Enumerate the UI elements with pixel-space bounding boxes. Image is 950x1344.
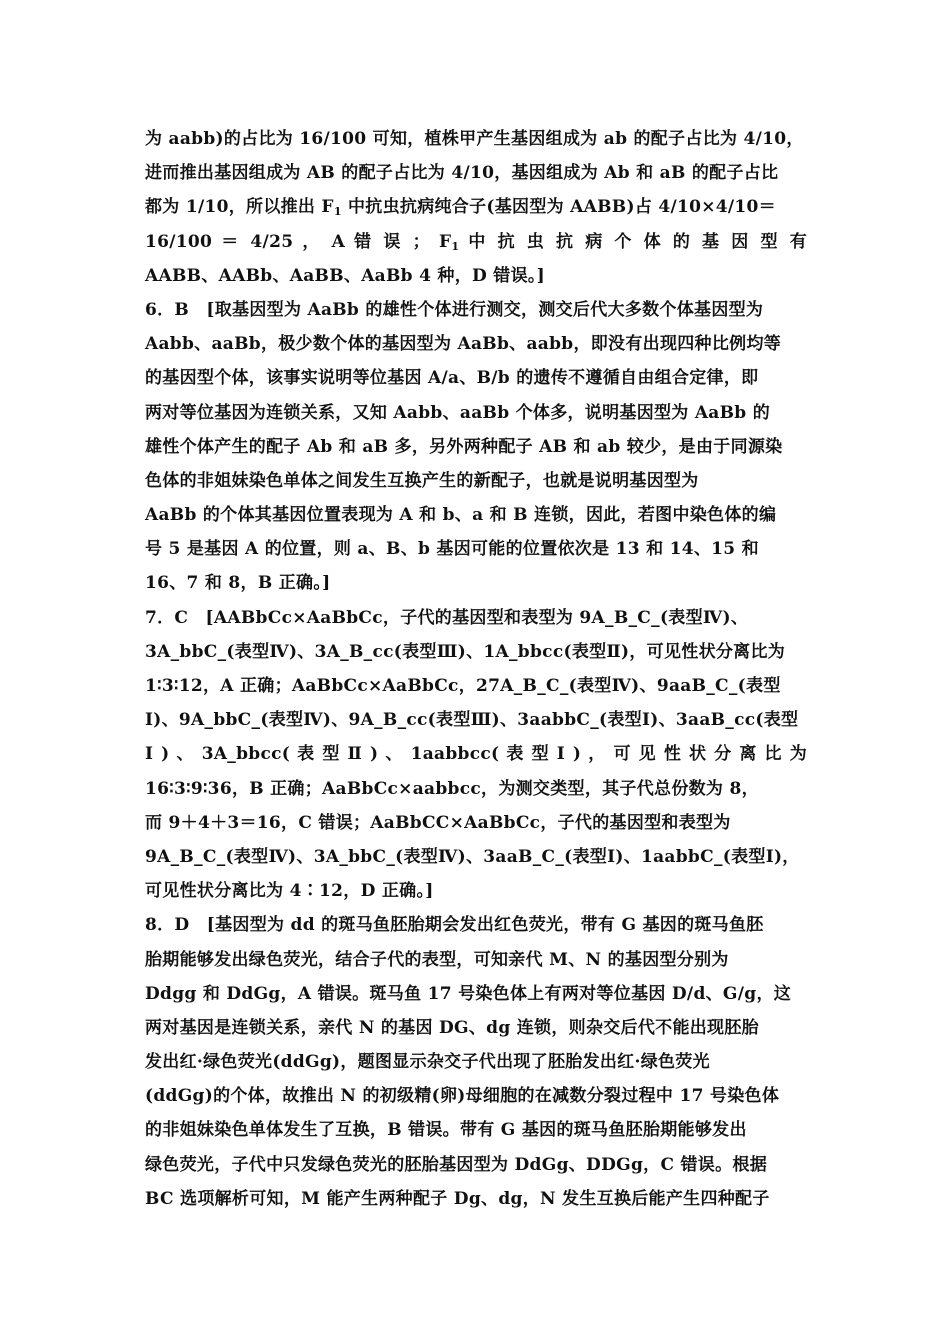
text-line: 为 aabb)的占比为 16/100 可知，植株甲产生基因组成为 ab 的配子占比为 4/10， [145,129,804,149]
text-line: Ⅰ ) 、 3A_bbcc( 表 型 Ⅱ ) 、 1aabbcc( 表 型 Ⅰ ) ， 可 见 性 状 分 离 比 为 [145,744,807,765]
text-line: 雄性个体产生的配子 Ab 和 aB 多，另外两种配子 AB 和 ab 较少，是由于同源染 [145,436,783,457]
text-line: 两对等位基因为连锁关系，又知 Aabb、aaBb 个体多，说明基因型为 AaBb 的 [145,402,770,423]
text-line: 两对基因是连锁关系，亲代 N 的基因 DG、dg 连锁，则杂交后代不能出现胚胎 [145,1017,759,1038]
text-line: BC 选项解析可知，M 能产生两种配子 Dg、dg，N 发生互换后能产生四种配子 [145,1188,770,1209]
text-line [145,190,807,224]
text-line: AaBb 的个体其基因位置表现为 A 和 b、a 和 B 连锁，因此，若图中染色体的编 [145,505,777,526]
text-line: AABB、AABb、AaBB、AaBb 4 种，D 错误。] [145,265,546,286]
subscript: 1 [451,239,460,253]
text-segment: 16/100 ＝ 4/25 ， A 错 误 ； F [145,231,452,252]
text-line [145,225,807,259]
text-line: 而 9＋4＋3＝16，C 错误；AaBbCC×AaBbCc，子代的基因型和表型为 [145,812,731,833]
text-line: 8．D [基因型为 dd 的斑马鱼胚胎期会发出红色荧光，带有 G 基因的斑马鱼胚 [145,915,764,936]
text-line: 16、7 和 8，B 正确。] [145,573,331,594]
text-line: 7．C [AABbCc×AaBbCc，子代的基因型和表型为 9A_B_C_(表型Ⅳ)、 [145,607,749,628]
text-segment: 中 抗 虫 抗 病 个 体 的 基 因 型 有 [459,231,807,252]
subscript: 1 [333,205,342,219]
text-line: 的基因型个体，该事实说明等位基因 A/a、B/b 的遗传不遵循自由组合定律，即 [145,368,759,389]
text-line: Ⅰ)、9A_bbC_(表型Ⅳ)、9A_B_cc(表型Ⅲ)、3aabbC_(表型Ⅰ)、3aaB_cc(表型 [145,710,799,731]
text-line: Ddgg 和 DdGg，A 错误。斑马鱼 17 号染色体上有两对等位基因 D/d、G/g，这 [145,983,792,1004]
text-line: 胎期能够发出绿色荧光，结合子代的表型，可知亲代 M、N 的基因型分别为 [145,949,729,970]
text-line: 3A_bbC_(表型Ⅳ)、3A_B_cc(表型Ⅲ)、1A_bbcc(表型Ⅱ)，可见性状分离比为 [145,641,786,662]
text-line: 进而推出基因组成为 AB 的配子占比为 4/10，基因组成为 Ab 和 aB 的配子占比 [145,163,779,184]
text-line: 可见性状分离比为 4∶12，D 正确。] [145,881,434,902]
text-segment: 中抗虫抗病纯合子(基因型为 AABB)占 4/10×4/10＝ [341,197,776,218]
text-line: 16∶3∶9∶36，B 正确；AaBbCc×aabbcc，为测交类型，其子代总份数为 8， [145,778,759,799]
text-line: 色体的非姐妹染色单体之间发生互换产生的新配子，也就是说明基因型为 [145,470,699,491]
text-line: 号 5 是基因 A 的位置，则 a、B、b 基因可能的位置依次是 13 和 14、15 和 [145,539,759,560]
text-line: 9A_B_C_(表型Ⅳ)、3A_bbC_(表型Ⅳ)、3aaB_C_(表型Ⅰ)、1aabbC_(表型Ⅰ)， [145,846,800,867]
text-line: Aabb、aaBb，极少数个体的基因型为 AaBb、aabb，即没有出现四种比例均等 [145,334,782,355]
text-line: 1∶3∶12，A 正确；AaBbCc×AaBbCc，27A_B_C_(表型Ⅳ)、9aaB_C_(表型 [145,676,781,696]
answer-explanation-text [145,122,807,1216]
text-line: 的非姐妹染色单体发生了互换，B 错误。带有 G 基因的斑马鱼胚胎期能够发出 [145,1120,747,1141]
text-segment: 都为 1/10，所以推出 F [145,197,334,218]
text-line: 6．B [取基因型为 AaBb 的雄性个体进行测交，测交后代大多数个体基因型为 [145,299,764,320]
text-line: 绿色荧光，子代中只发绿色荧光的胚胎基因型为 DdGg、DDGg，C 错误。根据 [145,1154,767,1175]
text-line: (ddGg)的个体，故推出 N 的初级精(卵)母细胞的在减数分裂过程中 17 号染色体 [145,1086,780,1107]
text-line: 发出红·绿色荧光(ddGg)，题图显示杂交子代出现了胚胎发出红·绿色荧光 [145,1052,710,1073]
